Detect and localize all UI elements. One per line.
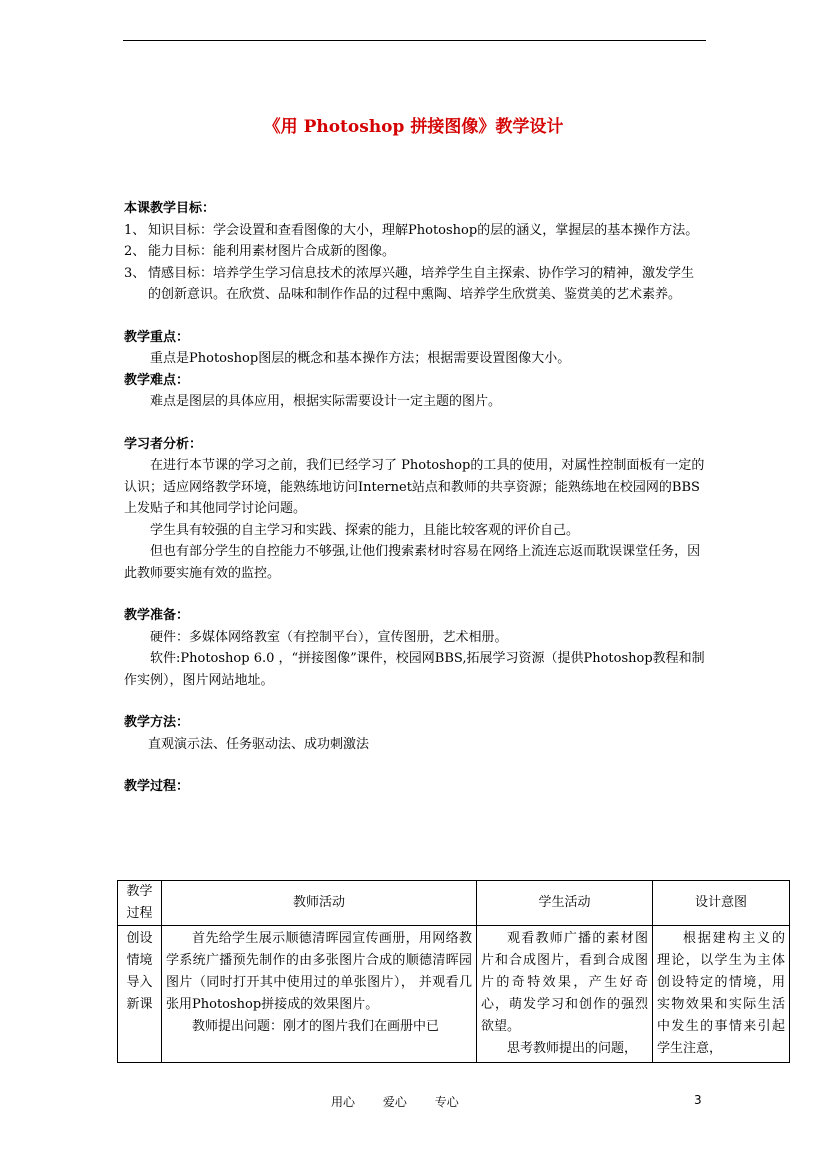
header-rule — [123, 40, 706, 41]
objective-number: 2、 — [124, 244, 146, 259]
prep-paragraph: 软件:Photoshop 6.0 ，“拼接图像”课件，校园网BBS,拓展学习资源（提供Photoshop教程和制作实例），图片网站地址。 — [124, 651, 705, 688]
design-intent-text: 根据建构主义的理论，以学生为主体创设特定的情境，用实物效果和实际生活中发生的事情来引起学生注意， — [657, 931, 785, 1056]
teacher-activity-text: 教师提出问题：刚才的图片我们在画册中已 — [192, 1019, 440, 1034]
method-text: 直观演示法、任务驱动法、成功刺激法 — [148, 736, 370, 752]
document-body — [124, 198, 706, 798]
column-header: 教师活动 — [162, 881, 477, 926]
student-activity-cell — [477, 926, 653, 1063]
objective-number: 3、 — [124, 265, 146, 281]
objective-item — [124, 241, 706, 263]
stage-cell: 创设情境导入新课 — [118, 926, 162, 1063]
objective-item — [124, 263, 706, 306]
objectives-heading: 本课教学目标： — [124, 201, 216, 216]
difficulty-heading: 教学难点： — [124, 372, 190, 388]
design-intent-cell — [653, 926, 790, 1063]
column-header: 教学过程 — [118, 881, 162, 926]
student-activity-text: 观看教师广播的素材图片和合成图片，看到合成图片的奇特效果，产生好奇心，萌发学习和创作的强烈欲望。 — [481, 931, 648, 1034]
key-point-heading: 教学重点： — [124, 329, 190, 345]
process-table — [117, 880, 790, 1063]
learner-paragraph: 但也有部分学生的自控能力不够强,让他们搜索素材时容易在网络上流连忘返而耽误课堂任务，因此教师要实施有效的监控。 — [124, 544, 701, 581]
document-title: 《用 Photoshop 拼接图像》教学设计 — [263, 117, 564, 137]
column-header: 设计意图 — [653, 881, 790, 926]
method-heading: 教学方法： — [124, 715, 190, 730]
student-activity-text: 思考教师提出的问题， — [507, 1041, 638, 1056]
teacher-activity-text: 首先给学生展示顺德清晖园宣传画册，用网络教学系统广播预先制作的由多张图片合成的顺德清晖园图片（同时打开其中使用过的单张图片）， 并观看几张用Photoshop拼接成的效果图片。 — [166, 931, 472, 1012]
teacher-activity-cell — [162, 926, 477, 1063]
motto-word: 专心 — [434, 1095, 459, 1109]
motto-word: 用心 — [331, 1095, 356, 1109]
learner-paragraph: 在进行本节课的学习之前，我们已经学习了 Photoshop的工具的使用，对属性控制面板有一定的认识；适应网络教学环境，能熟练地访问Internet站点和教师的共享资源；能熟练地在校园网的BBS上发贴子和其他同学讨论问题。 — [124, 458, 705, 516]
table-row — [118, 926, 790, 1063]
objective-text: 知识目标：学会设置和查看图像的大小，理解Photoshop的层的涵义，掌握层的基本操作方法。 — [148, 222, 699, 238]
key-point-text: 重点是Photoshop图层的概念和基本操作方法；根据需要设置图像大小。 — [150, 351, 571, 366]
difficulty-text: 难点是图层的具体应用，根据实际需要设计一定主题的图片。 — [150, 394, 502, 409]
footer-motto — [331, 1093, 483, 1110]
objective-number: 1、 — [124, 222, 146, 238]
prep-heading: 教学准备： — [124, 608, 190, 623]
objective-text: 情感目标：培养学生学习信息技术的浓厚兴趣，培养学生自主探索、协作学习的精神，激发学生的创新意识。在欣赏、品味和制作作品的过程中熏陶、培养学生欣赏美、鉴赏美的艺术素养。 — [148, 265, 695, 302]
page-number: 3 — [694, 1093, 702, 1107]
objective-text: 能力目标：能利用素材图片合成新的图像。 — [148, 244, 396, 259]
process-heading: 教学过程： — [124, 779, 190, 794]
column-header: 学生活动 — [477, 881, 653, 926]
table-header-row — [118, 881, 790, 926]
learner-heading: 学习者分析： — [124, 436, 203, 452]
motto-word: 爱心 — [382, 1095, 407, 1109]
prep-paragraph: 硬件：多媒体网络教室（有控制平台），宣传图册，艺术相册。 — [150, 629, 508, 645]
learner-paragraph: 学生具有较强的自主学习和实践、探索的能力，且能比较客观的评价自己。 — [150, 522, 580, 538]
objective-item — [124, 220, 706, 242]
